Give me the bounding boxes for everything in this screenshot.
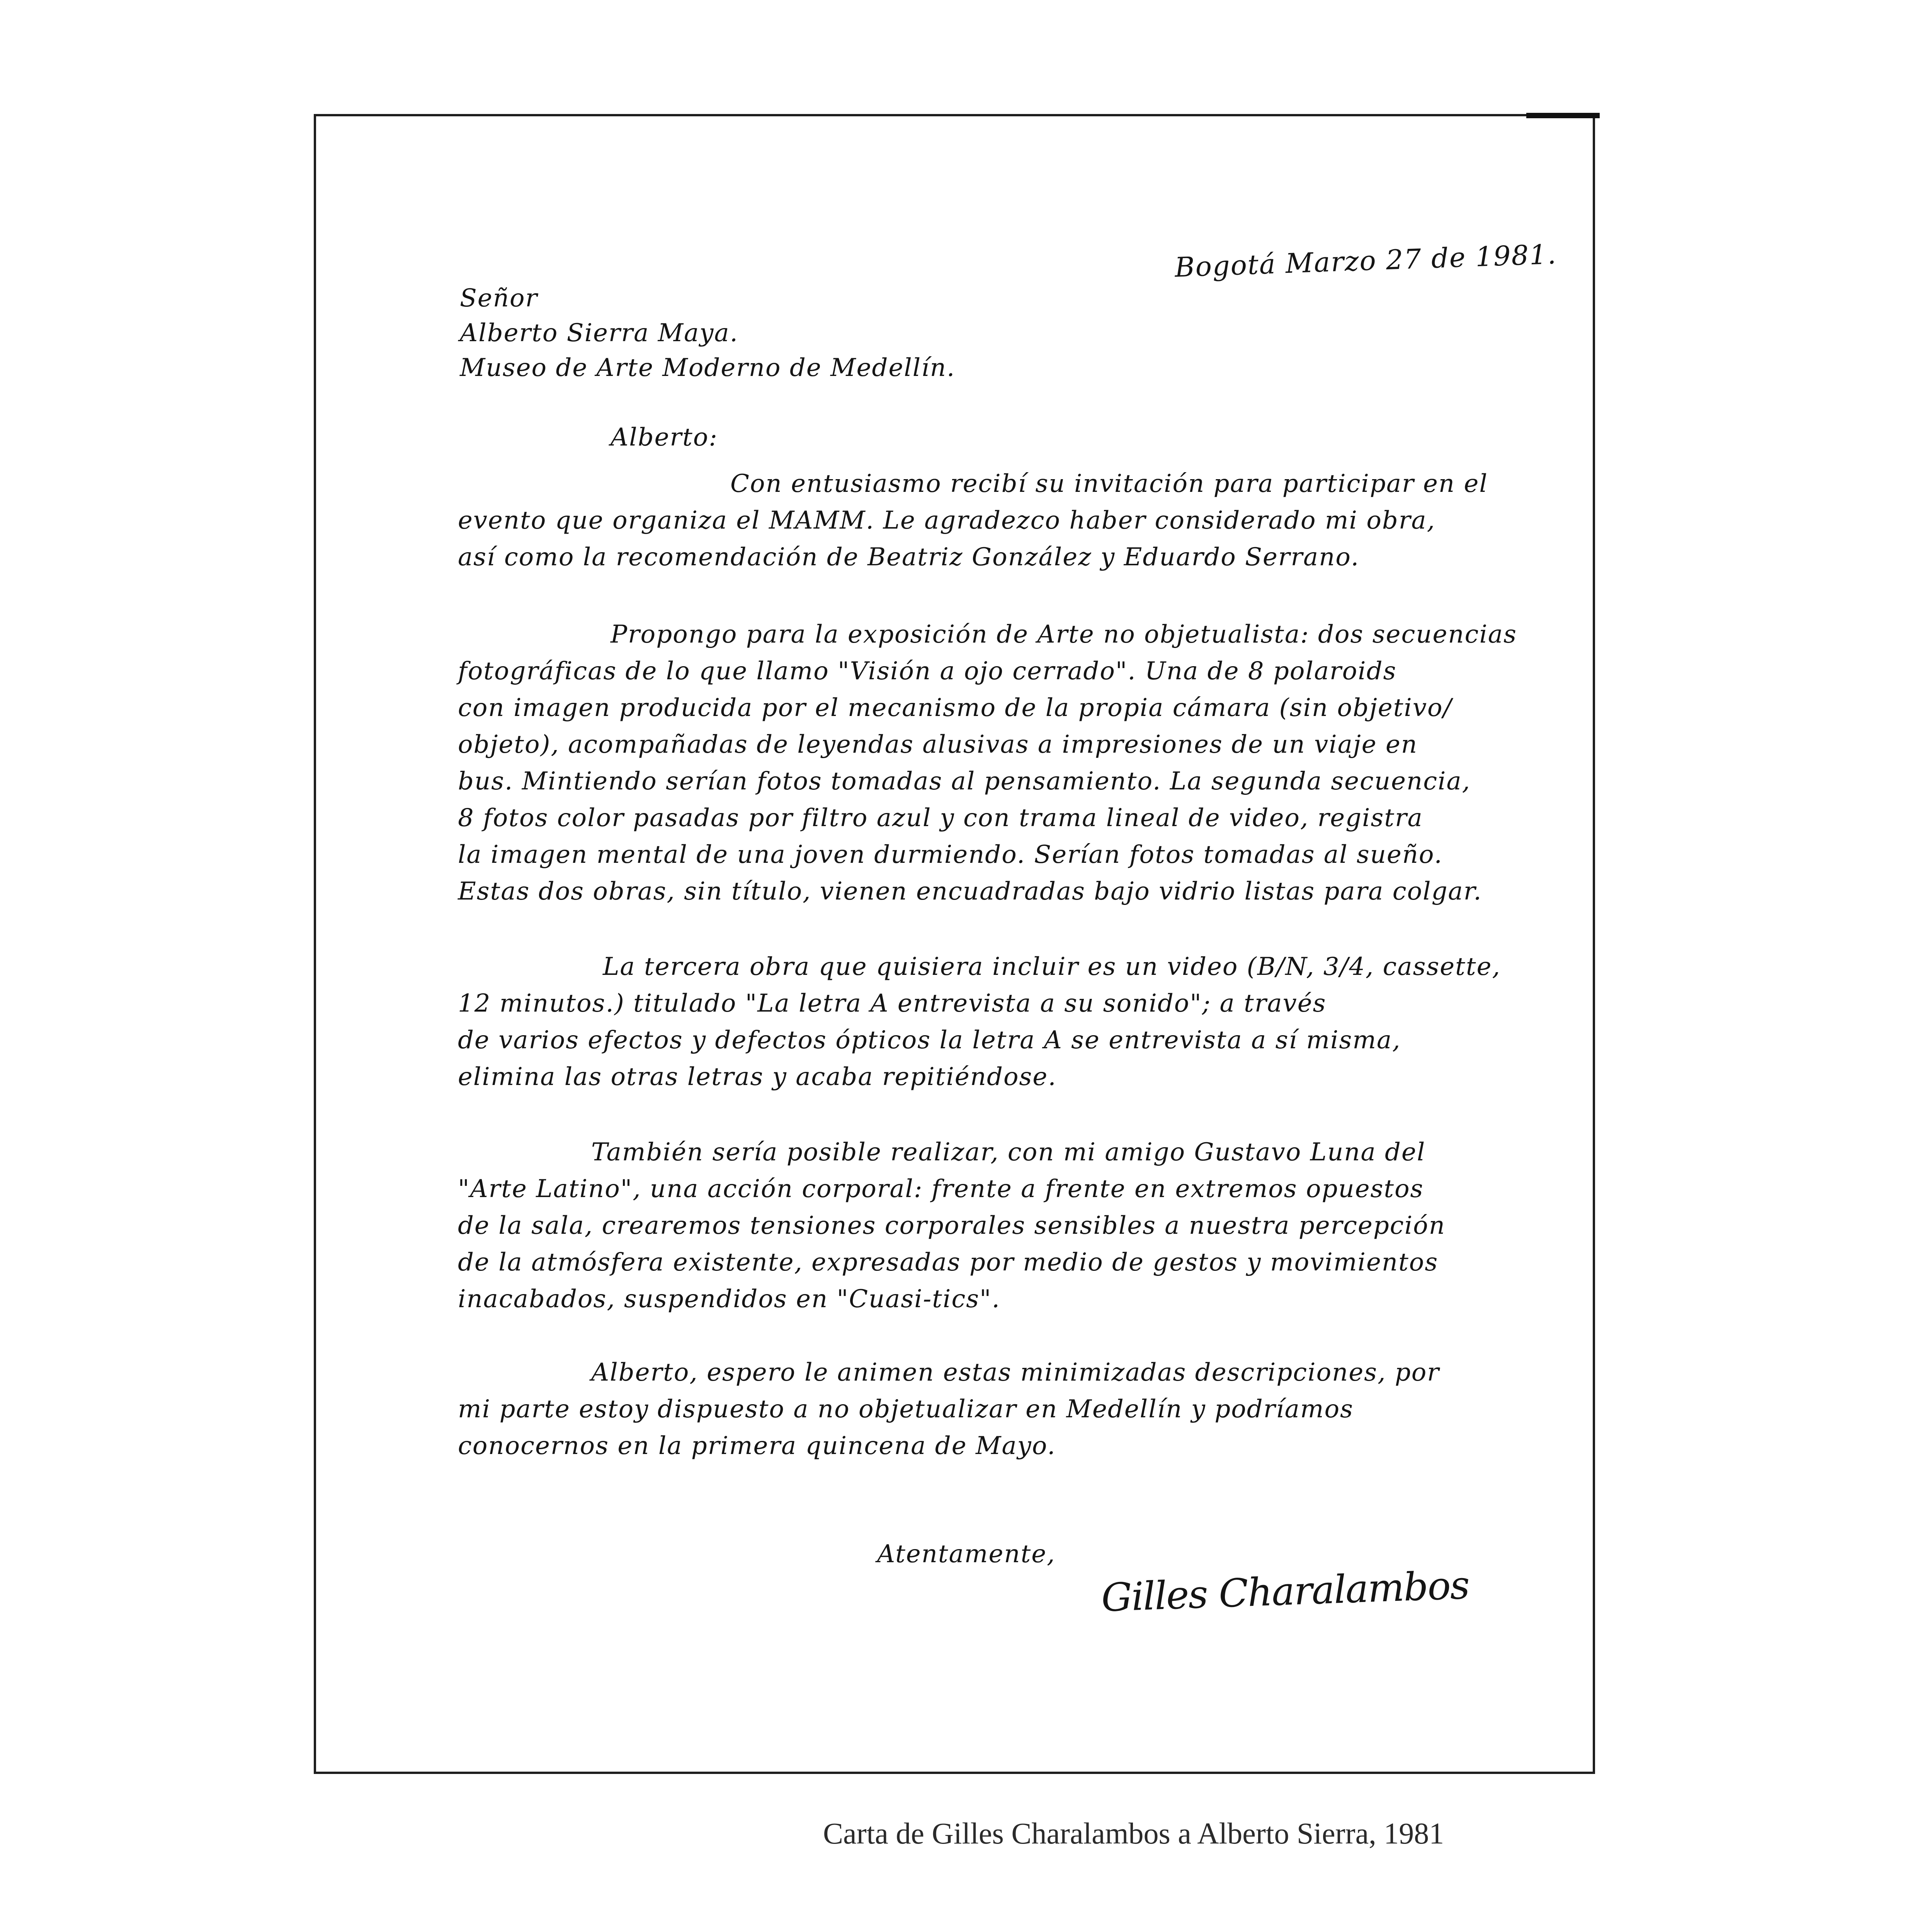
- letter-body-line: la imagen mental de una joven durmiendo. Serían fotos tomadas al sueño.: [458, 840, 1443, 869]
- letter-body-line: La tercera obra que quisiera incluir es un video (B/N, 3/4, cassette,: [603, 952, 1501, 981]
- letter-body-line: conocernos en la primera quincena de Mayo.: [458, 1432, 1056, 1460]
- letter-body-line: de la sala, crearemos tensiones corporales sensibles a nuestra percepción: [458, 1211, 1446, 1240]
- letter-greeting: Alberto:: [611, 423, 718, 452]
- letter-body-line: Estas dos obras, sin título, vienen encuadradas bajo vidrio listas para colgar.: [458, 877, 1482, 906]
- letter-body-line: mi parte estoy dispuesto a no objetualizar en Medellín y podríamos: [458, 1395, 1354, 1423]
- letter-body-line: fotográficas de lo que llamo "Visión a ojo cerrado". Una de 8 polaroids: [458, 657, 1397, 685]
- frame-edge-accent: [1526, 113, 1600, 118]
- letter-body-line: con imagen producida por el mecanismo de la propia cámara (sin objetivo/: [458, 694, 1452, 722]
- letter-body-line: de varios efectos y defectos ópticos la letra A se entrevista a sí misma,: [458, 1026, 1401, 1054]
- letter-body-line: "Arte Latino", una acción corporal: frente a frente en extremos opuestos: [458, 1175, 1424, 1203]
- letter-body-line: evento que organiza el MAMM. Le agradezco haber considerado mi obra,: [458, 506, 1435, 535]
- letter-signature: Gilles Charalambos: [1100, 1562, 1470, 1621]
- letter-body-line: 8 fotos color pasadas por filtro azul y con trama lineal de video, registra: [458, 804, 1423, 832]
- letter-closing: Atentamente,: [877, 1540, 1056, 1568]
- letter-body-line: 12 minutos.) titulado "La letra A entrevista a su sonido"; a través: [458, 989, 1327, 1018]
- letter-body-line: Con entusiasmo recibí su invitación para participar en el: [730, 469, 1488, 498]
- letter-body-line: de la atmósfera existente, expresadas por medio de gestos y movimientos: [458, 1248, 1439, 1277]
- letter-body-line: bus. Mintiendo serían fotos tomadas al pensamiento. La segunda secuencia,: [458, 767, 1471, 796]
- letter-body-line: Propongo para la exposición de Arte no objetualista: dos secuencias: [611, 620, 1517, 649]
- letter-body-line: Alberto, espero le animen estas minimizadas descripciones, por: [591, 1358, 1440, 1387]
- letter-body-line: objeto), acompañadas de leyendas alusivas a impresiones de un viaje en: [458, 730, 1418, 759]
- letter-body-line: inacabados, suspendidos en "Cuasi-tics".: [458, 1285, 1000, 1313]
- letter-recipient-name: Alberto Sierra Maya.: [460, 319, 738, 347]
- letter-body-line: También sería posible realizar, con mi amigo Gustavo Luna del: [591, 1138, 1426, 1167]
- letter-salutation-title: Señor: [460, 284, 538, 313]
- letter-date: Bogotá Marzo 27 de 1981.: [1174, 238, 1558, 284]
- figure-caption: Carta de Gilles Charalambos a Alberto Sierra, 1981: [823, 1816, 1444, 1850]
- letter-recipient-org: Museo de Arte Moderno de Medellín.: [460, 354, 956, 382]
- letter-body-line: así como la recomendación de Beatriz González y Eduardo Serrano.: [458, 543, 1360, 571]
- letter-body-line: elimina las otras letras y acaba repitiéndose.: [458, 1063, 1057, 1091]
